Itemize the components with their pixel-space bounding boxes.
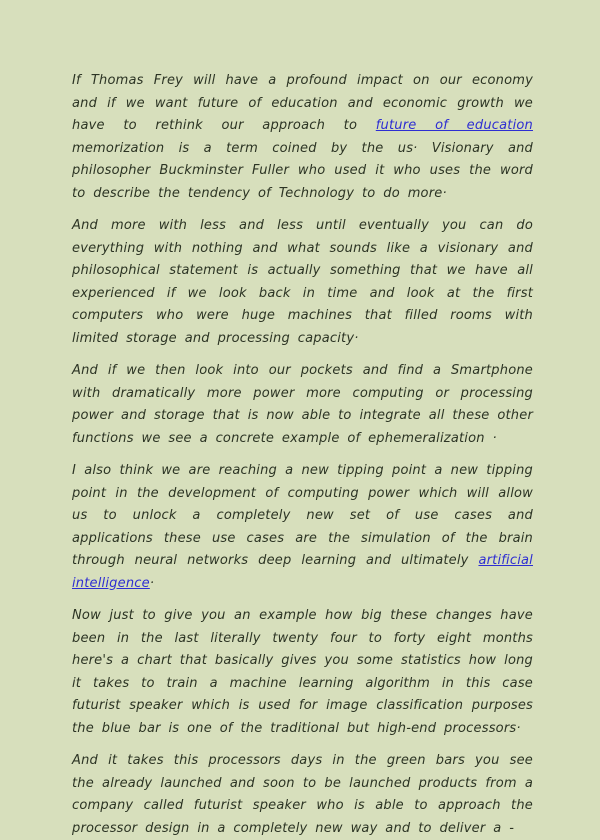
text-run: If Thomas Frey will have a profound impact on our economy and if we want future of education and economic growth we have to rethink our approach to (72, 73, 533, 133)
paragraph-4 (72, 460, 533, 595)
text-run: And more with less and less until eventually you can do everything with nothing and what sounds like a visionary and philosophical statement is actually something that we have all experienced if we look back in time and look at the first computers who were huge machines that filled rooms with limited storage and processing capacity· (72, 218, 533, 346)
text-run: Now just to give you an example how big these changes have been in the last literally twenty four to forty eight months here's a chart that basically gives you some statistics how long it takes to train a machine learning algorithm in this case futurist speaker which is used for image classification purposes the blue bar is one of the traditional but high-end processors· (72, 608, 533, 736)
paragraph-1 (72, 70, 533, 205)
paragraph-2 (72, 215, 533, 350)
artificial-intelligence-link[interactable]: artificial intelligence (72, 553, 533, 591)
text-run: And it takes this processors days in the green bars you see the already launched and soon to be launched products from a company called futurist speaker who is able to approach the processor design in a completely new way and to deliver a - (72, 753, 533, 836)
paragraph-3 (72, 360, 533, 450)
text-run: memorization is a term coined by the us· Visionary and philosopher Buckminster Fuller who used it who uses the word to describe the tendency of Technology to do more· (72, 140, 533, 201)
document-body (72, 70, 533, 840)
text-run: · (149, 575, 155, 591)
paragraph-6 (72, 750, 533, 840)
future-of-education-link[interactable]: future of education (375, 118, 533, 133)
text-run: I also think we are reaching a new tipping point a new tipping point in the development of computing power which will allow us to unlock a completely new set of use cases and applications these use cases are the simulation of the brain through neural networks deep learning and ultimately (72, 463, 533, 568)
paragraph-5 (72, 605, 533, 740)
text-run: And if we then look into our pockets and find a Smartphone with dramatically more power more computing or processing power and storage that is now able to integrate all these other functions we see a concrete example of ephemeralization · (72, 363, 533, 446)
